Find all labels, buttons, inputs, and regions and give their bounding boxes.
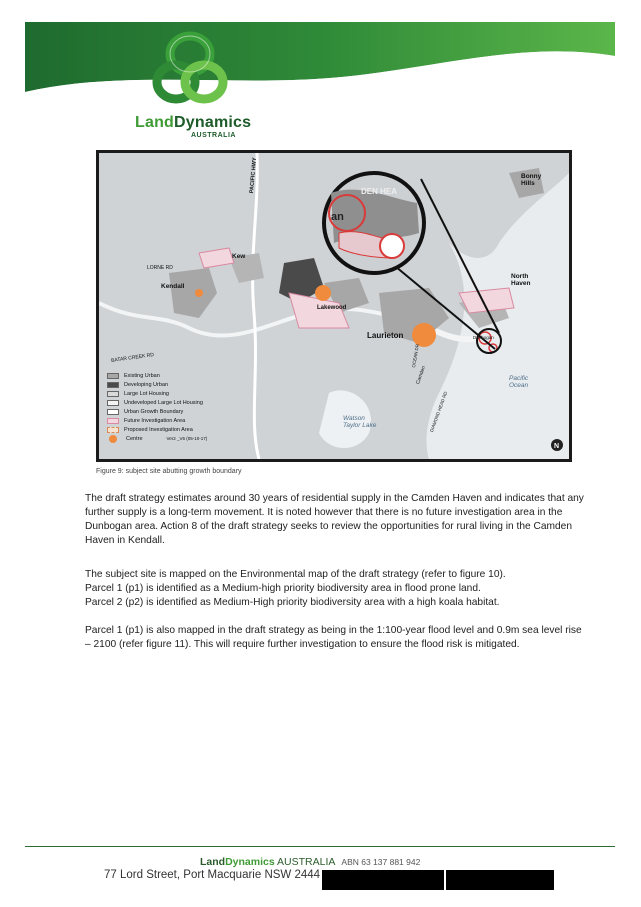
footer-address: 77 Lord Street, Port Macquarie NSW 2444 <box>104 869 321 881</box>
legend-label: Proposed Investigation Area <box>124 426 193 433</box>
map-label-diamond-head-rd: DIAMOND HEAD RD <box>429 390 449 433</box>
map-label-ocean-dr: OCEAN DR <box>411 343 421 368</box>
legend-item <box>107 380 207 389</box>
map-figure <box>96 150 572 462</box>
footer-rule <box>25 846 615 847</box>
logo-knot-icon <box>150 28 230 110</box>
figure-caption: Figure 9: subject site abutting growth boundary <box>96 468 242 475</box>
legend-swatch <box>109 435 117 443</box>
svg-text:N: N <box>554 443 560 450</box>
map-label-bonny-hills: Bonny Hills <box>521 173 542 187</box>
legend-label: Centre <box>126 435 143 442</box>
legend-swatch <box>107 400 119 406</box>
paragraph-2a: The subject site is mapped on the Environmental map of the draft strategy (refer to figure 10). <box>85 569 506 580</box>
map-label-zoom-fragment-2: DEN HEA <box>361 187 398 196</box>
paragraph-1: The draft strategy estimates around 30 years of residential supply in the Camden Haven and indicates that any further supply is a long-term movement. It is noted however that there is no future investigation area in the Dunbogan area. Action 8 of the draft strategy seeks to review the opportunities for rural living in the Camden Haven in Kendall. <box>85 493 584 546</box>
legend-label: Developing Urban <box>124 381 169 388</box>
legend-swatch <box>107 427 119 433</box>
footer-land: Land <box>200 856 226 868</box>
footer-brand <box>200 856 420 868</box>
legend-swatch <box>107 391 119 397</box>
legend-item <box>107 407 207 416</box>
brand-sub: AUSTRALIA <box>191 132 236 139</box>
redaction-block <box>322 870 444 890</box>
header-banner <box>0 0 641 100</box>
map-label-dunbogan: Dunbogan <box>473 335 494 340</box>
legend-item <box>107 434 207 443</box>
map-label-lorne-rd: LORNE RD <box>147 265 173 271</box>
legend-swatch <box>107 409 119 415</box>
map-label-pacific-hwy: PACIFIC HWY <box>249 157 259 194</box>
legend-swatch <box>107 382 119 388</box>
legend-swatch <box>107 418 119 424</box>
paragraph-2b: Parcel 1 (p1) is identified as a Medium-high priority biodiversity area in flood prone land. <box>85 583 481 594</box>
paragraph-2c: Parcel 2 (p2) is identified as Medium-High priority biodiversity area with a high koala habitat. <box>85 597 500 608</box>
map-label-pacific-ocean: Pacific Ocean <box>509 375 529 389</box>
legend-label: Existing Urban <box>124 372 160 379</box>
map-label-laurieton: Laurieton <box>367 331 404 340</box>
brand-land: Land <box>135 114 175 131</box>
map-label-lakewood: Lakewood <box>317 305 347 311</box>
map-label-north-haven: North Haven <box>511 273 531 287</box>
footer-abn: ABN 63 137 881 942 <box>341 857 421 867</box>
brand-dynamics: Dynamics <box>174 114 252 131</box>
legend-item <box>107 389 207 398</box>
legend-label: Urban Growth Boundary <box>124 408 184 415</box>
legend-label: Undeveloped Large Lot Housing <box>124 399 203 406</box>
legend-swatch <box>107 373 119 379</box>
redaction-block <box>446 870 554 890</box>
map-label-camden: Camden <box>415 365 428 386</box>
map-legend <box>107 371 207 443</box>
map-label-kendall: Kendall <box>161 283 185 290</box>
map-label-batar-creek-rd: BATAR CREEK RD <box>110 352 155 364</box>
legend-label: Future Investigation Area <box>124 417 186 424</box>
map-label-kew: Kew <box>232 253 246 260</box>
map-label-zoom-fragment: an <box>331 211 344 223</box>
legend-item <box>107 416 207 425</box>
legend-label: Large Lot Housing <box>124 390 169 397</box>
version-tag: Ver2 _V6 (05-10-17) <box>166 436 208 441</box>
footer-australia: AUSTRALIA <box>274 856 336 868</box>
legend-item <box>107 425 207 434</box>
brand-wordmark <box>135 114 252 139</box>
legend-item <box>107 371 207 380</box>
legend-item <box>107 398 207 407</box>
paragraph-3: Parcel 1 (p1) is also mapped in the draft strategy as being in the 1:100-year flood level and 0.9m sea level rise – 2100 (refer figure 11). This will require further investigation to ensure the flood risk is mitigated. <box>85 625 582 650</box>
map-label-watson-taylor-lake: Watson Taylor Lake <box>343 415 377 429</box>
footer-dynamics: Dynamics <box>225 856 275 868</box>
